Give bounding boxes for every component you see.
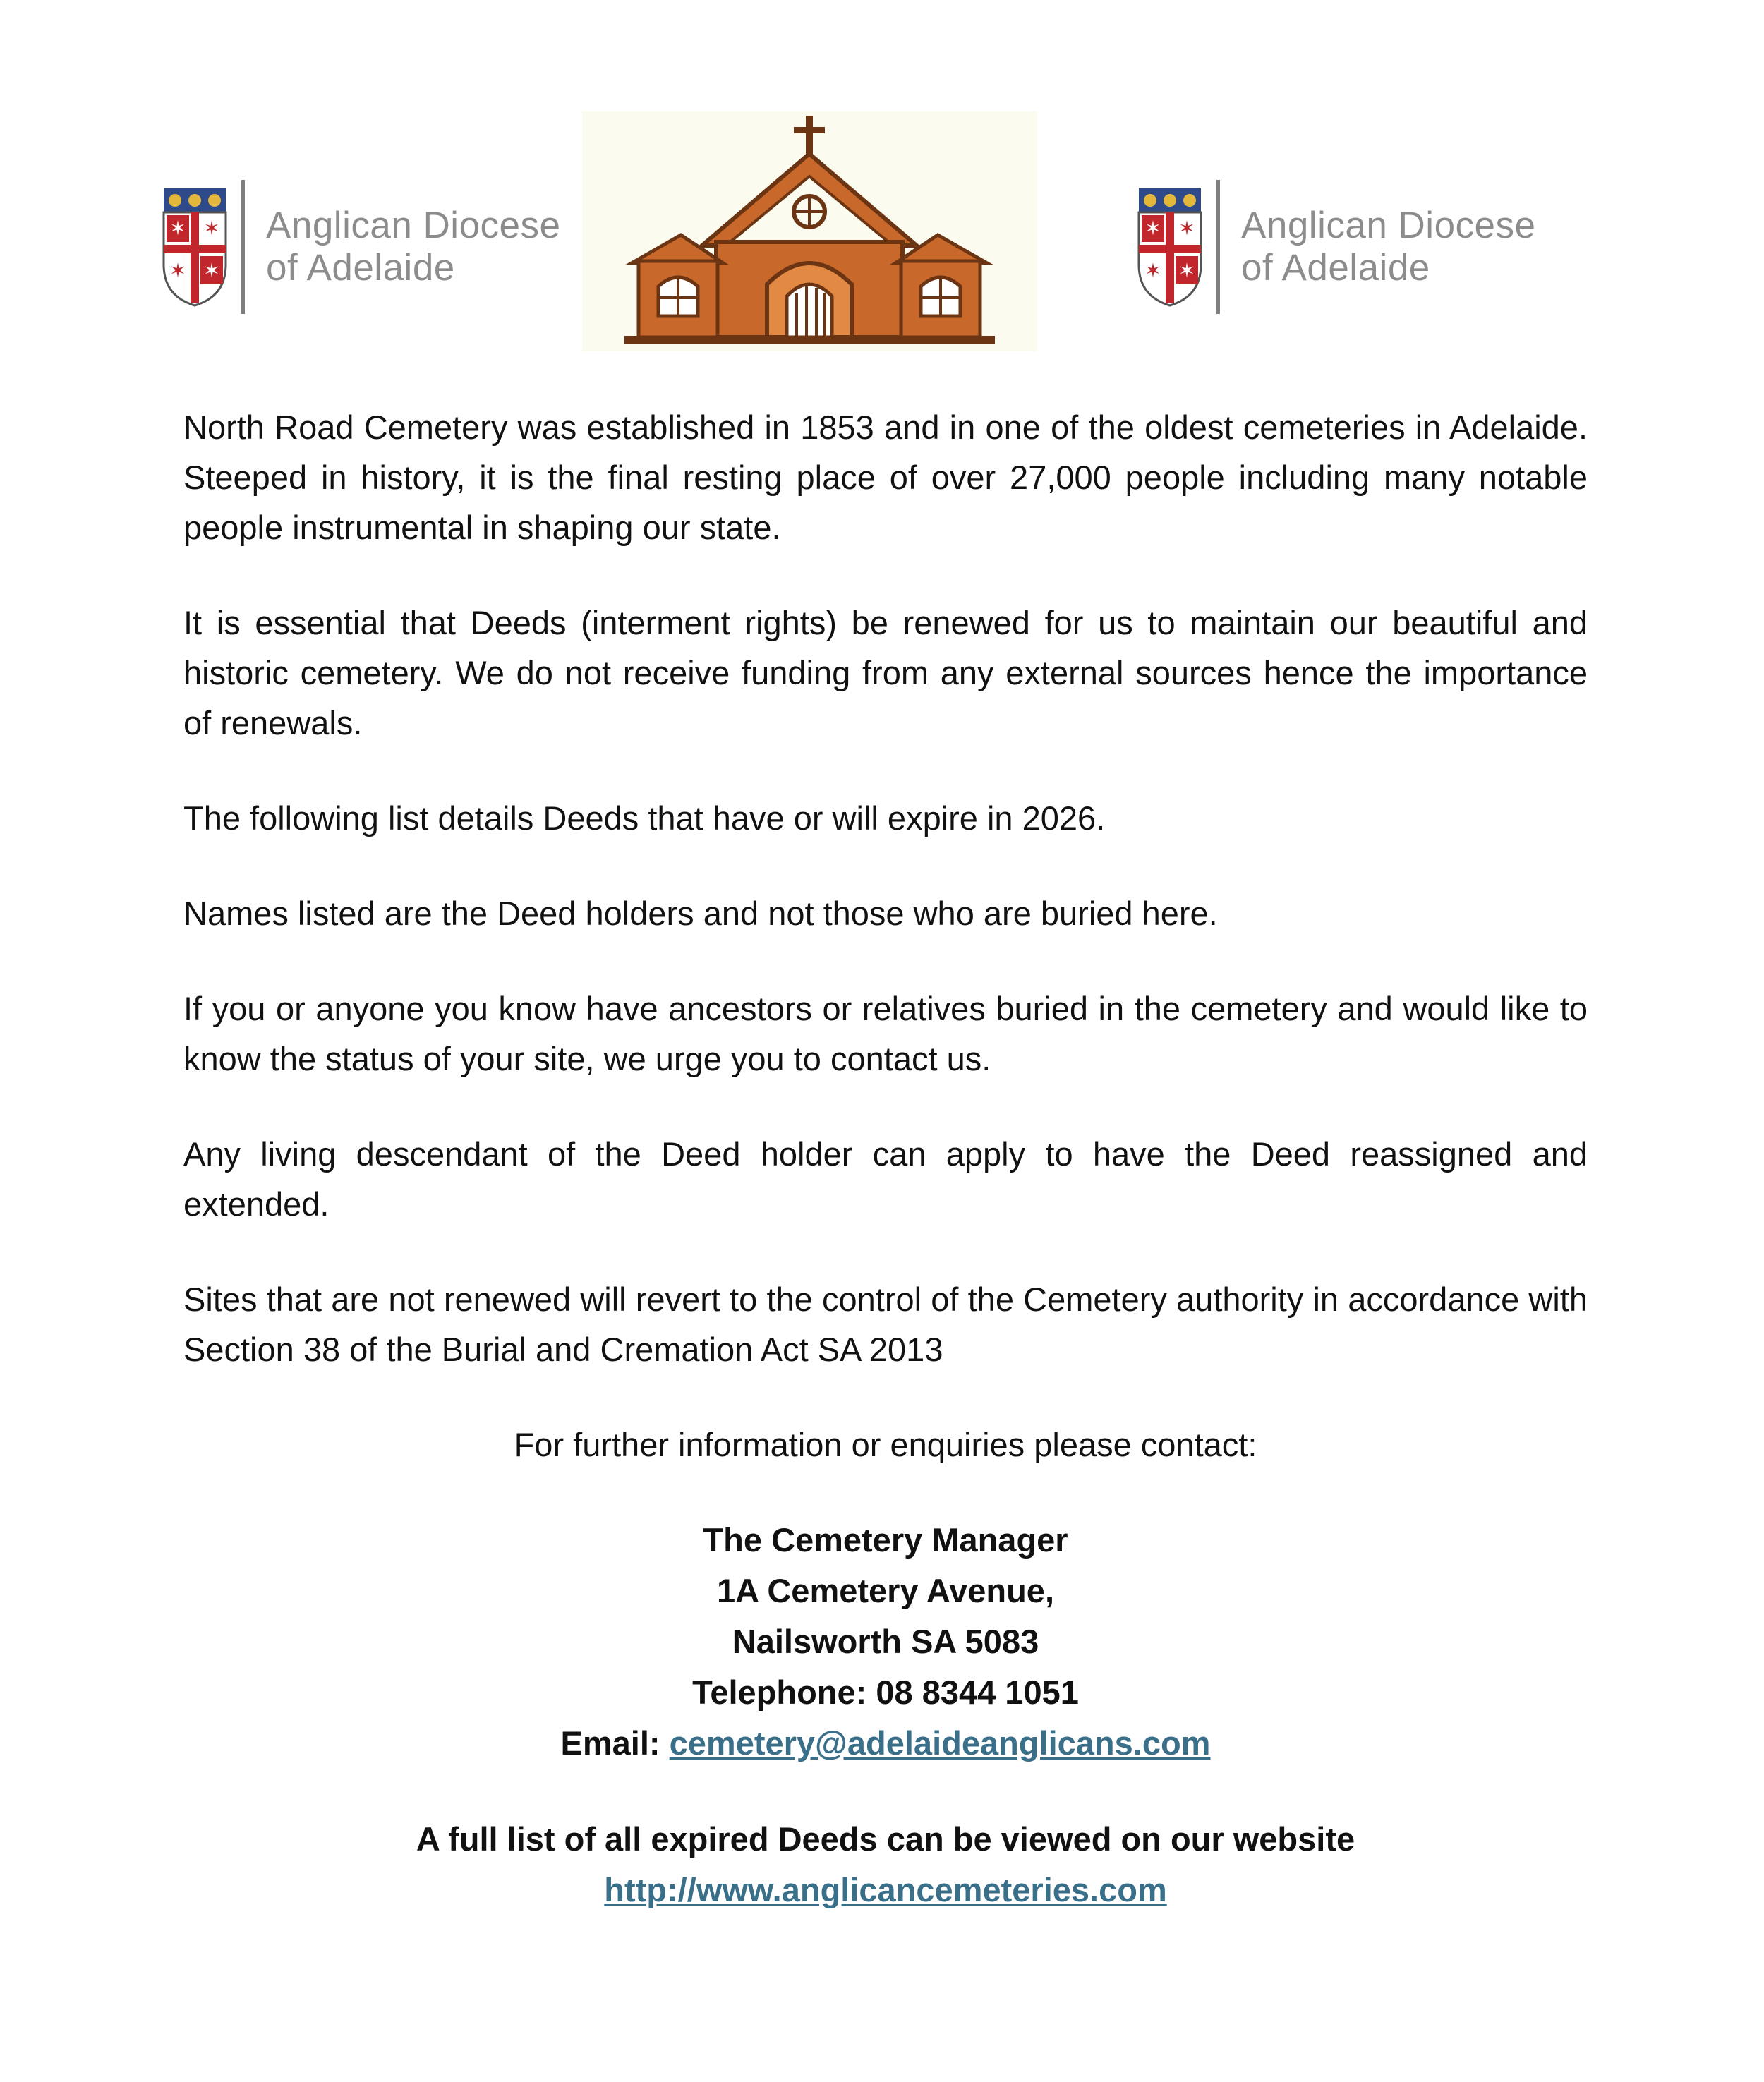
contact-telephone: Telephone: 08 8344 1051: [692, 1674, 1079, 1711]
svg-text:✶: ✶: [1178, 260, 1195, 282]
logo-text: [266, 205, 561, 289]
paragraph-renewal-importance: It is essential that Deeds (interment rights) be renewed for us to maintain our beautiful and historic cemetery. We do not receive funding from any external sources hence the importance of renewals.: [183, 604, 1588, 742]
diocese-logo-right: [1137, 169, 1536, 325]
svg-text:✶: ✶: [203, 260, 220, 282]
svg-text:✶: ✶: [1178, 217, 1195, 239]
svg-text:✶: ✶: [203, 217, 220, 239]
paragraph-reversion: Sites that are not renewed will revert to the control of the Cemetery authority in accordance with Section 38 of the Burial and Cremation Act SA 2013: [183, 1281, 1588, 1368]
svg-text:✶: ✶: [169, 217, 186, 239]
logo-divider: [241, 180, 245, 314]
contact-details: [183, 1515, 1588, 1769]
contact-name: The Cemetery Manager: [703, 1521, 1068, 1559]
diocese-logo-left: [162, 169, 561, 325]
logo-line1: Anglican Diocese: [1241, 205, 1536, 246]
logo-line1: Anglican Diocese: [266, 205, 561, 246]
diocese-shield-icon: [162, 187, 227, 307]
paragraph-deed-holders: Names listed are the Deed holders and not those who are buried here.: [183, 895, 1218, 932]
logo-text: [1241, 205, 1536, 289]
paragraph-expiry-list: The following list details Deeds that have or will expire in 2026.: [183, 799, 1106, 837]
full-list-notice: [183, 1814, 1588, 1915]
logo-line2: of Adelaide: [266, 247, 455, 289]
svg-text:✶: ✶: [1144, 217, 1161, 239]
church-illustration-icon: [582, 111, 1037, 351]
church-illustration: [582, 111, 1037, 351]
logo-divider: [1216, 180, 1220, 314]
contact-email-line: [183, 1718, 1588, 1769]
svg-text:✶: ✶: [169, 260, 186, 282]
full-list-text: A full list of all expired Deeds can be viewed on our website: [416, 1820, 1355, 1858]
notice-body: [183, 402, 1588, 1915]
contact-address-line2: Nailsworth SA 5083: [732, 1623, 1039, 1660]
logo-line2: of Adelaide: [1241, 247, 1430, 289]
email-label: Email:: [560, 1724, 670, 1762]
paragraph-history: North Road Cemetery was established in 1853 and in one of the oldest cemeteries in Adelaide. Steeped in history, it is the final resting place of over 27,000 people including many notable people instrumental in shaping our state.: [183, 408, 1588, 546]
email-link[interactable]: cemetery@adelaideanglicans.com: [669, 1724, 1211, 1762]
paragraph-contact-urge: If you or anyone you know have ancestors or relatives buried in the cemetery and would like to know the status of your site, we urge you to contact us.: [183, 990, 1588, 1077]
contact-address-line1: 1A Cemetery Avenue,: [716, 1572, 1055, 1609]
paragraph-descendants: Any living descendant of the Deed holder can apply to have the Deed reassigned and extended.: [183, 1135, 1588, 1223]
contact-intro: For further information or enquiries please contact:: [514, 1426, 1257, 1463]
svg-text:✶: ✶: [1144, 260, 1161, 282]
diocese-shield-icon: [1137, 187, 1202, 307]
website-link[interactable]: http://www.anglicancemeteries.com: [604, 1871, 1167, 1908]
